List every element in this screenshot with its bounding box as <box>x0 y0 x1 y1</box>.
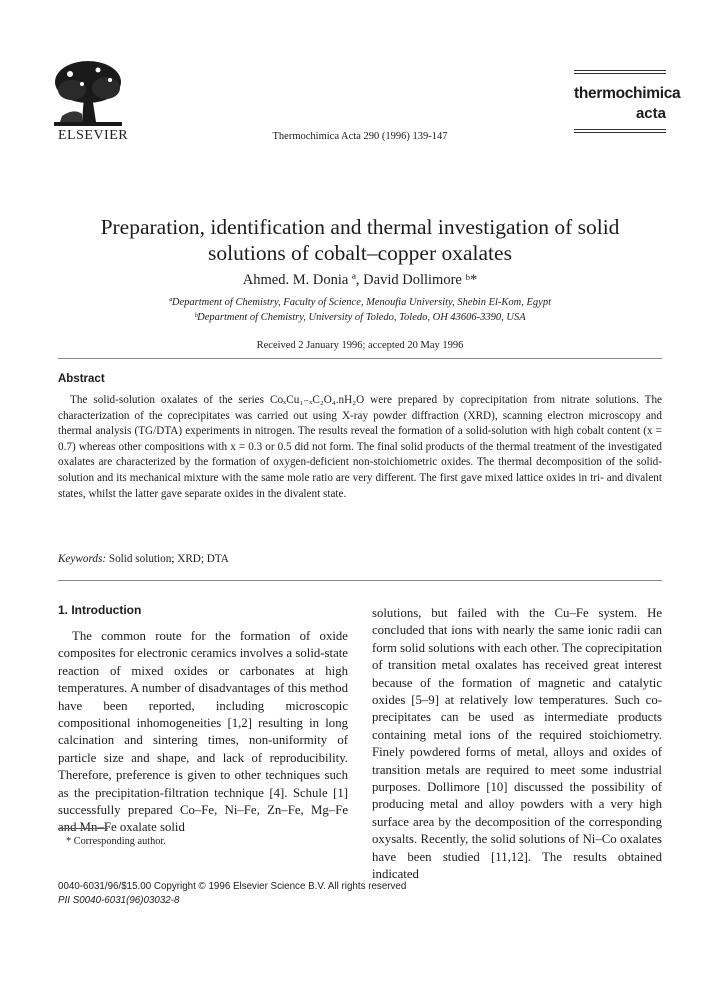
affiliation-b: ᵇDepartment of Chemistry, University of Toledo, Toledo, OH 43606-3390, USA <box>194 312 526 323</box>
publisher-name: ELSEVIER <box>58 128 129 143</box>
intro-left-column <box>58 628 348 837</box>
journal-reference: Thermochimica Acta 290 (1996) 139-147 <box>272 131 448 142</box>
keywords-value: Solid solution; XRD; DTA <box>108 553 229 565</box>
footnote-corresponding-author: * Corresponding author. <box>66 836 166 847</box>
section-heading-introduction: 1. Introduction <box>58 603 142 617</box>
keywords-label: Keywords: <box>58 553 107 565</box>
intro-paragraph-left: The common route for the formation of oxide composites for electronic ceramics involves a solid-state reaction of mixed oxides or carbonates at high temperatures. A number of disadvantages of this method have been reported, including microscopic compositional inhomogeneities [1,2] resulting in long calcination and sintering times, non-uniformity of particle size and shape, and lack of reproducibility. Therefore, preference is given to other techniques such as the precipitation-filtration technique [4]. Schule [1] successfully prepared Co–Fe, Ni–Fe, Zn–Fe, Mg–Fe and Mn–Fe oxalate solid <box>58 629 348 835</box>
footnote-rule <box>58 828 108 829</box>
copyright-line: 0040-6031/96/$15.00 Copyright © 1996 Elsevier Science B.V. All rights reserved <box>58 881 407 892</box>
affiliation-a: ªDepartment of Chemistry, Faculty of Science, Menoufia University, Shebin El-Kom, Egypt <box>169 297 551 308</box>
journal-logo <box>574 68 681 135</box>
abstract-heading: Abstract <box>58 373 105 385</box>
journal-name-line1: thermochimica <box>574 85 681 102</box>
divider-top <box>58 358 662 359</box>
intro-paragraph-right: solutions, but failed with the Cu–Fe system. He concluded that ions with nearly the same ionic radii can form solid solutions with each other. The coprecipitation of transition metal oxalates has received great interest because of the formation of magnetic and catalytic oxides [5–9] at relatively low temperatures. Such co-precipitates can be used as intermediate products containing metal ions of the required stoichiometry. Finely powdered forms of metal, alloys and oxides of transition metals are required to meet some industrial purposes. Dollimore [10] discussed the possibility of producing metal and alloy powders with a very high surface area by the decomposition of the corresponding oxysalts. Recently, the solid solutions of Ni–Co oxalates have been studied [11,12]. The results obtained indicated <box>372 606 662 882</box>
article-authors: Ahmed. M. Donia ª, David Dollimore ᵇ* <box>242 272 478 288</box>
copyright-block <box>58 880 406 908</box>
pii-line: PII S0040-6031(96)03032-8 <box>58 895 180 906</box>
divider-bottom <box>58 580 662 581</box>
keywords <box>58 553 229 565</box>
intro-right-column <box>372 605 662 884</box>
elsevier-tree-logo <box>52 58 124 128</box>
article-title: Preparation, identification and thermal investigation of solid solutions of cobalt–copper oxalates <box>100 215 620 265</box>
abstract-text: The solid-solution oxalates of the series CoₓCu₁₋ₓC₂O₄.nH₂O were prepared by coprecipitation from nitrate solutions. The characterization of the coprecipitates was carried out using X-ray powder diffraction (XRD), scanning electron microscopy and thermal analysis (TG/DTA) experiments in nitrogen. The results reveal the formation of a solid-solution with high cobalt content (x = 0.7) whereas other compositions with x = 0.3 or 0.5 did not form. The final solid products of the thermal treatment of the investigated oxalates are characterized by the formation of oxygen-deficient non-stoichiometric oxides. The thermal decomposition of the solid-solution and its mechanical mixture with the same mole ratio are very different. The first gave mixed lattice oxides in tri- and divalent states, whilst the latter gave separate oxides in the divalent state. <box>58 394 662 500</box>
journal-name-line2: acta <box>635 105 666 122</box>
abstract-body <box>58 393 662 502</box>
received-dates: Received 2 January 1996; accepted 20 May 1996 <box>256 340 464 351</box>
